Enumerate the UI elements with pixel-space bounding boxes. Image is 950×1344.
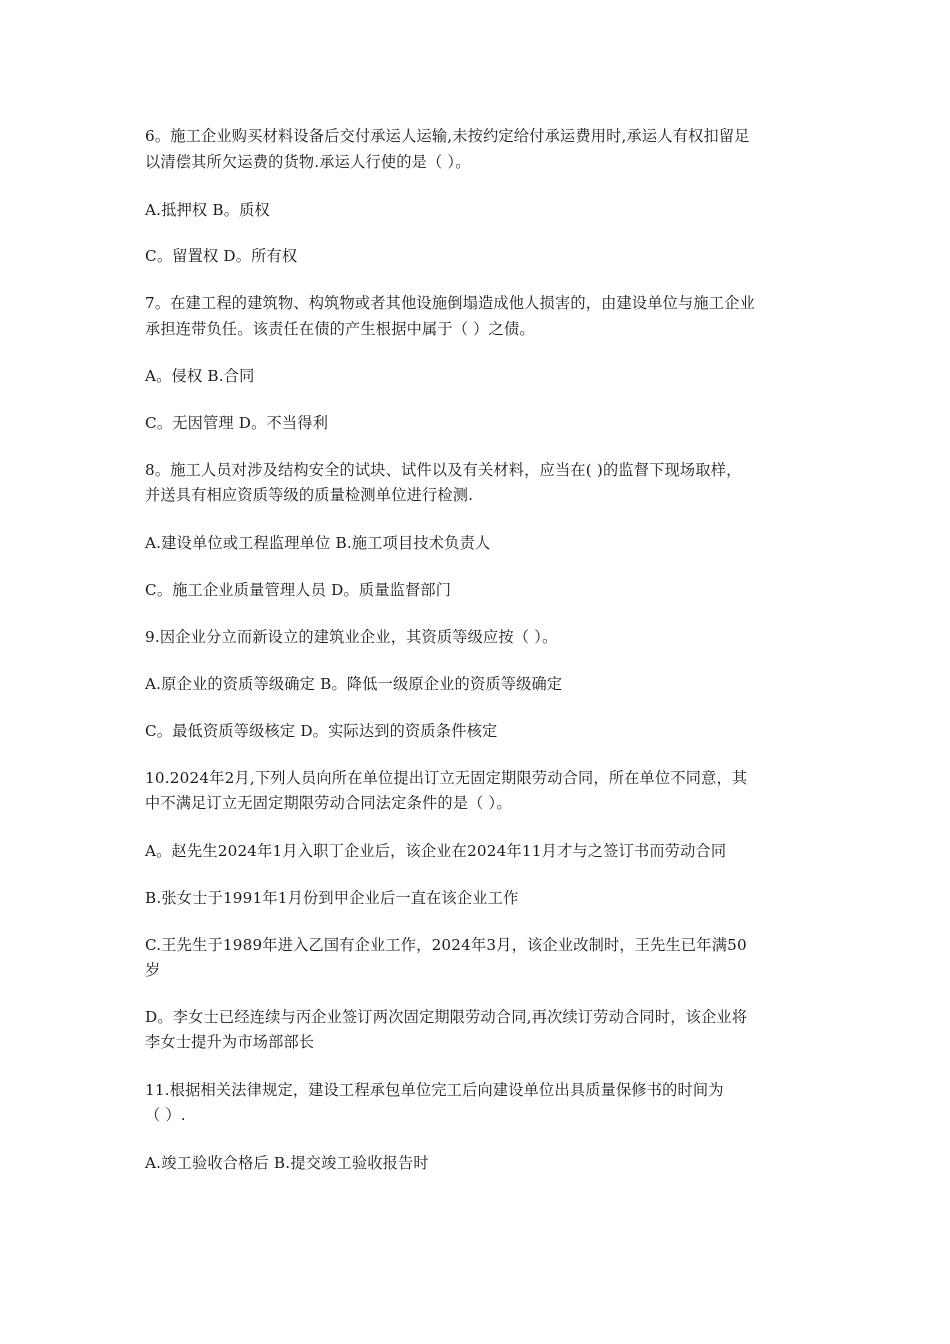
q7-option-cd: C。无因管理 D。不当得利 <box>145 414 329 432</box>
q9-line-1: 9.因企业分立而新设立的建筑业企业，其资质等级应按（ ）。 <box>145 628 558 646</box>
q6-option-ab: A.抵押权 B。质权 <box>145 201 270 219</box>
q7-option-ab: A。侵权 B.合同 <box>145 367 255 385</box>
q10-option-a: A。赵先生2024年1月入职丁企业后，该企业在2024年11月才与之签订书而劳动合同 <box>145 842 727 860</box>
q11-line-2: （ ）. <box>145 1106 186 1124</box>
q10-line-2: 中不满足订立无固定期限劳动合同法定条件的是（ ）。 <box>145 794 512 812</box>
q8-line-1: 8。施工人员对涉及结构安全的试块、试件以及有关材料，应当在( )的监督下现场取样， <box>145 461 742 479</box>
q11-option-ab: A.竣工验收合格后 B.提交竣工验收报告时 <box>145 1154 429 1172</box>
q8-line-2: 并送具有相应资质等级的质量检测单位进行检测. <box>145 486 474 504</box>
q7-line-2: 承担连带负任。该责任在债的产生根据中属于（ ）之债。 <box>145 320 535 338</box>
q7-line-1: 7。在建工程的建筑物、构筑物或者其他设施倒塌造成他人损害的，由建设单位与施工企业 <box>145 294 755 312</box>
q6-option-cd: C。留置权 D。所有权 <box>145 247 298 265</box>
q10-option-d-line-1: D。李女士已经连续与丙企业签订两次固定期限劳动合同,再次续订劳动合同时，该企业将 <box>145 1008 748 1026</box>
q10-line-1: 10.2024年2月,下列人员向所在单位提出订立无固定期限劳动合同，所在单位不同意，其 <box>145 769 748 787</box>
q10-option-d-line-2: 李女士提升为市场部部长 <box>145 1033 315 1051</box>
q8-option-cd: C。施工企业质量管理人员 D。质量监督部门 <box>145 581 452 599</box>
q11-line-1: 11.根据相关法律规定，建设工程承包单位完工后向建设单位出具质量保修书的时间为 <box>145 1081 724 1099</box>
q10-option-b: B.张女士于1991年1月份到甲企业后一直在该企业工作 <box>145 889 519 907</box>
q10-option-c-line-1: C.王先生于1989年进入乙国有企业工作，2024年3月，该企业改制时，王先生已年满50 <box>145 936 747 954</box>
q9-option-ab: A.原企业的资质等级确定 B。降低一级原企业的资质等级确定 <box>145 675 563 693</box>
q6-line-2: 以清偿其所欠运费的货物.承运人行使的是（ ）。 <box>145 153 471 171</box>
q8-option-ab: A.建设单位或工程监理单位 B.施工项目技术负责人 <box>145 534 491 552</box>
q6-line-1: 6。施工企业购买材料设备后交付承运人运输,未按约定给付承运费用时,承运人有权扣留足 <box>145 127 750 145</box>
q10-option-c-line-2: 岁 <box>145 961 161 979</box>
q9-option-cd: C。最低资质等级核定 D。实际达到的资质条件核定 <box>145 722 498 740</box>
